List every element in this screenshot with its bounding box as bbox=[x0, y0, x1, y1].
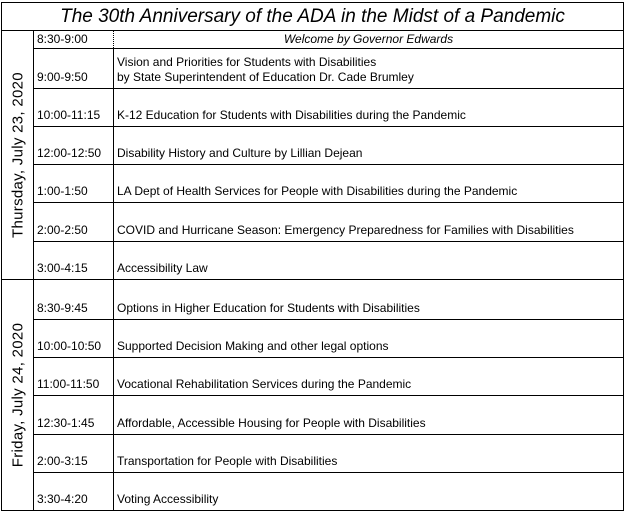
session-title-cell bbox=[114, 242, 623, 279]
session-time: 3:00-4:15 bbox=[37, 261, 88, 275]
day-column-thursday bbox=[2, 31, 34, 280]
session-time: 10:00-10:50 bbox=[37, 339, 102, 353]
session-time-cell bbox=[34, 89, 114, 126]
session-row bbox=[34, 49, 623, 89]
session-time: 2:00-2:50 bbox=[37, 223, 88, 237]
session-title-cell bbox=[114, 165, 623, 202]
session-title: LA Dept of Health Services for People with Disabilities during the Pandemic bbox=[117, 184, 518, 198]
session-title: Vocational Rehabilitation Services during the Pandemic bbox=[117, 377, 412, 391]
session-row bbox=[34, 31, 623, 49]
day-label-thursday: Thursday, July 23, 2020 bbox=[9, 72, 26, 238]
session-time: 3:30-4:20 bbox=[37, 492, 88, 506]
session-time: 9:00-9:50 bbox=[37, 70, 88, 84]
session-time-cell bbox=[34, 165, 114, 202]
session-title-cell bbox=[114, 358, 623, 395]
schedule-title: The 30th Anniversary of the ADA in the Midst of a Pandemic bbox=[1, 2, 624, 31]
session-row bbox=[34, 89, 623, 127]
session-row bbox=[34, 473, 623, 510]
session-title: Welcome by Governor Edwards bbox=[283, 32, 454, 46]
session-row bbox=[34, 242, 623, 280]
session-title: Transportation for People with Disabilities bbox=[117, 454, 338, 468]
session-row bbox=[34, 320, 623, 358]
session-title-two-line bbox=[117, 55, 414, 85]
session-time: 10:00-11:15 bbox=[37, 108, 101, 122]
session-time-cell bbox=[34, 320, 114, 357]
session-title: Options in Higher Education for Students with Disabilities bbox=[117, 301, 420, 315]
session-time: 2:00-3:15 bbox=[37, 454, 88, 468]
session-time-cell bbox=[34, 127, 114, 164]
session-title-cell bbox=[114, 435, 623, 472]
session-row bbox=[34, 435, 623, 473]
session-title-cell bbox=[114, 49, 623, 88]
session-title-cell bbox=[114, 89, 623, 126]
session-row bbox=[34, 396, 623, 435]
session-title: Accessibility Law bbox=[117, 261, 208, 275]
session-row bbox=[34, 358, 623, 396]
session-time: 1:00-1:50 bbox=[37, 184, 88, 198]
session-time-cell bbox=[34, 31, 114, 48]
session-title: Voting Accessibility bbox=[117, 492, 219, 506]
session-time: 8:30-9:00 bbox=[37, 32, 88, 46]
schedule-table bbox=[1, 31, 624, 511]
session-time-cell bbox=[34, 396, 114, 434]
session-time-cell bbox=[34, 358, 114, 395]
session-title: Vision and Priorities for Students with Disabilities bbox=[117, 55, 377, 69]
session-time-cell bbox=[34, 473, 114, 510]
session-title-cell bbox=[114, 320, 623, 357]
session-time-cell bbox=[34, 435, 114, 472]
session-title-cell bbox=[114, 127, 623, 164]
session-title-cell bbox=[114, 396, 623, 434]
session-title: Disability History and Culture by Lillian Dejean bbox=[117, 146, 363, 160]
session-title-line2: by State Superintendent of Education Dr. Cade Brumley bbox=[117, 70, 414, 84]
session-title-cell bbox=[114, 280, 623, 319]
session-time: 8:30-9:45 bbox=[37, 301, 88, 315]
session-time: 11:00-11:50 bbox=[37, 377, 100, 391]
session-title: K-12 Education for Students with Disabilities during the Pandemic bbox=[117, 108, 466, 122]
day-column-friday bbox=[2, 280, 34, 510]
session-title: COVID and Hurricane Season: Emergency Preparedness for Families with Disabilities bbox=[117, 223, 574, 237]
session-time-cell bbox=[34, 242, 114, 279]
session-title-cell bbox=[114, 473, 623, 510]
session-time-cell bbox=[34, 280, 114, 319]
session-row bbox=[34, 280, 623, 320]
day-label-friday: Friday, July 24, 2020 bbox=[9, 322, 26, 468]
session-time-cell bbox=[34, 203, 114, 241]
session-time-cell bbox=[34, 49, 114, 88]
session-title: Supported Decision Making and other legal options bbox=[117, 339, 389, 353]
session-time: 12:00-12:50 bbox=[37, 146, 102, 160]
session-time: 12:30-1:45 bbox=[37, 416, 95, 430]
session-row bbox=[34, 127, 623, 165]
session-row bbox=[34, 203, 623, 242]
session-row bbox=[34, 165, 623, 203]
session-title-cell bbox=[114, 31, 623, 48]
session-title: Affordable, Accessible Housing for People with Disabilities bbox=[117, 416, 426, 430]
session-title-cell bbox=[114, 203, 623, 241]
